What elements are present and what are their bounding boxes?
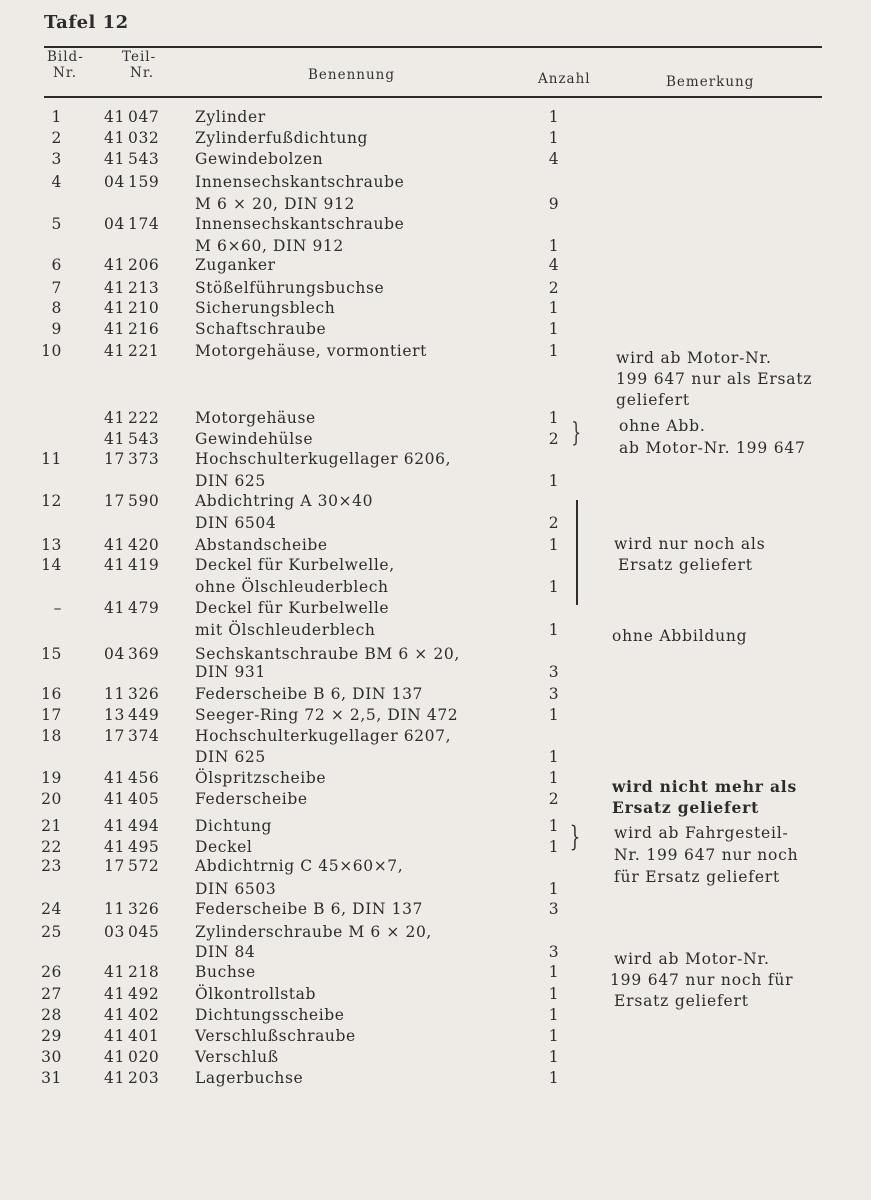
teil-nr-prefix-cell: 04 <box>104 173 125 191</box>
teil-nr-prefix-cell: 41 <box>104 838 125 856</box>
anzahl-cell: 1 <box>548 578 560 596</box>
table-row <box>0 900 871 921</box>
teil-nr-suffix-cell: 221 <box>128 342 160 360</box>
remark-line: Ersatz geliefert <box>612 798 760 817</box>
benennung-cell: Zylinder <box>195 108 266 126</box>
benennung-cell: Innensechskantschraube <box>195 215 405 233</box>
remark-fahrgestell <box>614 822 798 888</box>
remark-line: wird nur noch als <box>614 535 766 553</box>
teil-nr-suffix-cell: 020 <box>128 1048 160 1066</box>
bild-nr-cell: 1 <box>51 108 62 126</box>
benennung-cell: Stößelführungsbuchse <box>195 279 385 297</box>
benennung-cell: DIN 6503 <box>195 880 277 898</box>
anzahl-cell: 1 <box>548 880 560 898</box>
header-bild-line2: Nr. <box>53 65 78 81</box>
table-row <box>0 299 871 320</box>
table-row <box>0 663 871 684</box>
teil-nr-suffix-cell: 449 <box>128 706 160 724</box>
anzahl-cell: 2 <box>548 790 560 808</box>
anzahl-cell: 2 <box>548 279 560 297</box>
header-bottom-rule <box>44 96 822 98</box>
bild-nr-cell: 22 <box>41 838 62 856</box>
teil-nr-suffix-cell: 213 <box>128 279 160 297</box>
teil-nr-prefix-cell: 17 <box>104 492 125 510</box>
benennung-cell: DIN 625 <box>195 748 266 766</box>
anzahl-cell: 1 <box>548 409 560 427</box>
teil-nr-prefix-cell: 41 <box>104 963 125 981</box>
bild-nr-cell: 13 <box>41 536 62 554</box>
anzahl-cell: 1 <box>548 536 560 554</box>
teil-nr-suffix-cell: 401 <box>128 1027 160 1045</box>
teil-nr-prefix-cell: 41 <box>104 256 125 274</box>
anzahl-cell: 1 <box>548 1006 560 1024</box>
bild-nr-cell: 7 <box>51 279 62 297</box>
teil-nr-suffix-cell: 590 <box>128 492 160 510</box>
teil-nr-prefix-cell: 17 <box>104 727 125 745</box>
teil-nr-suffix-cell: 326 <box>128 900 160 918</box>
anzahl-cell: 4 <box>548 150 560 168</box>
remark-line: für Ersatz geliefert <box>614 868 781 886</box>
table-row <box>0 685 871 706</box>
remark-nur-noch-ersatz <box>614 534 765 576</box>
anzahl-cell: 1 <box>548 985 560 1003</box>
benennung-cell: Abstandscheibe <box>195 536 328 554</box>
bild-nr-cell: 16 <box>41 685 62 703</box>
teil-nr-prefix-cell: 41 <box>104 430 125 448</box>
anzahl-cell: 1 <box>548 769 560 787</box>
benennung-cell: M 6 × 20, DIN 912 <box>195 195 355 213</box>
teil-nr-suffix-cell: 402 <box>128 1006 160 1024</box>
benennung-cell: Hochschulterkugellager 6207, <box>195 727 452 745</box>
bild-nr-cell: 29 <box>41 1027 62 1045</box>
remark-line: wird ab Motor-Nr. <box>614 950 770 968</box>
table-row <box>0 1048 871 1069</box>
benennung-cell: mit Ölschleuderblech <box>195 621 376 639</box>
anzahl-cell: 2 <box>548 430 560 448</box>
teil-nr-prefix-cell: 13 <box>104 706 125 724</box>
benennung-cell: Motorgehäuse, vormontiert <box>195 342 427 360</box>
teil-nr-suffix-cell: 456 <box>128 769 160 787</box>
table-row <box>0 173 871 194</box>
bild-nr-cell: 26 <box>41 963 62 981</box>
anzahl-cell: 1 <box>548 621 560 639</box>
benennung-cell: Abdichtring A 30×40 <box>195 492 374 510</box>
header-top-rule <box>44 46 822 48</box>
bild-nr-cell: 18 <box>41 727 62 745</box>
bild-nr-cell: – <box>53 599 62 617</box>
benennung-cell: Ölkontrollstab <box>195 985 317 1003</box>
anzahl-cell: 3 <box>548 943 560 961</box>
teil-nr-suffix-cell: 572 <box>128 857 160 875</box>
brace-icon: } <box>571 418 582 448</box>
remark-nicht-mehr-ersatz <box>612 776 797 818</box>
bild-nr-cell: 5 <box>51 215 62 233</box>
teil-nr-suffix-cell: 494 <box>128 817 160 835</box>
remark-ohne-abbildung <box>612 627 747 645</box>
teil-nr-prefix-cell: 04 <box>104 215 125 233</box>
table-row <box>0 923 871 944</box>
teil-nr-suffix-cell: 492 <box>128 985 160 1003</box>
bild-nr-cell: 9 <box>51 320 62 338</box>
anzahl-cell: 1 <box>548 299 560 317</box>
brace-icon: } <box>569 820 581 853</box>
teil-nr-prefix-cell: 41 <box>104 1027 125 1045</box>
table-row <box>0 492 871 513</box>
bild-nr-cell: 28 <box>41 1006 62 1024</box>
benennung-cell: Verschlußschraube <box>195 1027 356 1045</box>
benennung-cell: Ölspritzscheibe <box>195 769 327 787</box>
benennung-cell: Federscheibe B 6, DIN 137 <box>195 685 424 703</box>
teil-nr-prefix-cell: 04 <box>104 645 125 663</box>
remark-line: 199 647 nur noch für <box>610 971 794 989</box>
remark-motorgehaeuse <box>616 348 812 411</box>
teil-nr-suffix-cell: 369 <box>128 645 160 663</box>
table-row <box>0 599 871 620</box>
benennung-cell: Verschluß <box>195 1048 279 1066</box>
bild-nr-cell: 21 <box>41 817 62 835</box>
bild-nr-cell: 12 <box>41 492 62 510</box>
teil-nr-suffix-cell: 045 <box>128 923 160 941</box>
header-teil-line1: Teil- <box>122 49 157 65</box>
benennung-cell: Dichtung <box>195 817 272 835</box>
remark-line: ohne Abbildung <box>612 627 748 645</box>
table-row <box>0 150 871 171</box>
table-row <box>0 578 871 599</box>
benennung-cell: Abdichtrnig C 45×60×7, <box>195 857 404 875</box>
remark-line: 199 647 nur als Ersatz <box>616 370 813 388</box>
teil-nr-prefix-cell: 41 <box>104 129 125 147</box>
teil-nr-suffix-cell: 203 <box>128 1069 160 1087</box>
remark-line: ohne Abb. <box>619 417 706 435</box>
teil-nr-prefix-cell: 17 <box>104 857 125 875</box>
anzahl-cell: 1 <box>548 472 560 490</box>
teil-nr-prefix-cell: 03 <box>104 923 125 941</box>
table-row <box>0 279 871 300</box>
teil-nr-suffix-cell: 218 <box>128 963 160 981</box>
benennung-cell: Deckel für Kurbelwelle <box>195 599 390 617</box>
benennung-cell: DIN 625 <box>195 472 266 490</box>
teil-nr-prefix-cell: 11 <box>104 685 125 703</box>
bild-nr-cell: 11 <box>41 450 62 468</box>
bild-nr-cell: 10 <box>41 342 62 360</box>
remark-ohne-abb <box>619 415 806 459</box>
anzahl-cell: 3 <box>548 685 560 703</box>
teil-nr-prefix-cell: 41 <box>104 556 125 574</box>
table-row <box>0 320 871 341</box>
teil-nr-prefix-cell: 41 <box>104 108 125 126</box>
remark-line: wird ab Motor-Nr. <box>616 349 772 367</box>
teil-nr-prefix-cell: 41 <box>104 299 125 317</box>
bild-nr-cell: 19 <box>41 769 62 787</box>
bild-nr-cell: 24 <box>41 900 62 918</box>
table-row <box>0 748 871 769</box>
benennung-cell: Deckel <box>195 838 253 856</box>
bild-nr-cell: 23 <box>41 857 62 875</box>
bild-nr-cell: 2 <box>51 129 62 147</box>
table-row <box>0 129 871 150</box>
teil-nr-prefix-cell: 41 <box>104 1048 125 1066</box>
table-row <box>0 727 871 748</box>
teil-nr-suffix-cell: 216 <box>128 320 160 338</box>
teil-nr-prefix-cell: 41 <box>104 817 125 835</box>
teil-nr-suffix-cell: 543 <box>128 430 160 448</box>
anzahl-cell: 1 <box>548 706 560 724</box>
teil-nr-suffix-cell: 159 <box>128 173 160 191</box>
teil-nr-prefix-cell: 41 <box>104 150 125 168</box>
anzahl-cell: 1 <box>548 1048 560 1066</box>
anzahl-cell: 1 <box>548 1027 560 1045</box>
remark-line: wird ab Fahrgesteil- <box>614 824 789 842</box>
teil-nr-suffix-cell: 032 <box>128 129 160 147</box>
header-bild-line1: Bild- <box>47 49 84 65</box>
benennung-cell: Federscheibe <box>195 790 308 808</box>
bild-nr-cell: 4 <box>51 173 62 191</box>
teil-nr-suffix-cell: 047 <box>128 108 160 126</box>
teil-nr-suffix-cell: 419 <box>128 556 160 574</box>
benennung-cell: DIN 84 <box>195 943 256 961</box>
teil-nr-prefix-cell: 41 <box>104 1069 125 1087</box>
teil-nr-suffix-cell: 543 <box>128 150 160 168</box>
table-row <box>0 1027 871 1048</box>
teil-nr-suffix-cell: 405 <box>128 790 160 808</box>
anzahl-cell: 3 <box>548 663 560 681</box>
table-row <box>0 1069 871 1090</box>
teil-nr-suffix-cell: 420 <box>128 536 160 554</box>
bild-nr-cell: 27 <box>41 985 62 1003</box>
benennung-cell: Gewindebolzen <box>195 150 324 168</box>
table-row <box>0 256 871 277</box>
teil-nr-suffix-cell: 326 <box>128 685 160 703</box>
teil-nr-suffix-cell: 479 <box>128 599 160 617</box>
anzahl-cell: 1 <box>548 108 560 126</box>
remark-line: Ersatz geliefert <box>614 992 749 1010</box>
teil-nr-prefix-cell: 41 <box>104 342 125 360</box>
anzahl-cell: 1 <box>548 237 560 255</box>
bild-nr-cell: 3 <box>51 150 62 168</box>
remark-line: Nr. 199 647 nur noch <box>614 846 799 864</box>
teil-nr-suffix-cell: 210 <box>128 299 160 317</box>
benennung-cell: Dichtungsscheibe <box>195 1006 345 1024</box>
benennung-cell: M 6×60, DIN 912 <box>195 237 344 255</box>
bild-nr-cell: 20 <box>41 790 62 808</box>
teil-nr-prefix-cell: 11 <box>104 900 125 918</box>
benennung-cell: Zuganker <box>195 256 276 274</box>
anzahl-cell: 9 <box>548 195 560 213</box>
remark-line: Ersatz geliefert <box>618 556 753 574</box>
page-title: Tafel 12 <box>44 12 129 33</box>
anzahl-cell: 1 <box>548 817 560 835</box>
benennung-cell: Deckel für Kurbelwelle, <box>195 556 395 574</box>
bild-nr-cell: 6 <box>51 256 62 274</box>
benennung-cell: Motorgehäuse <box>195 409 316 427</box>
anzahl-cell: 1 <box>548 748 560 766</box>
remark-line: ab Motor-Nr. 199 647 <box>619 439 806 457</box>
anzahl-cell: 3 <box>548 900 560 918</box>
anzahl-cell: 1 <box>548 838 560 856</box>
remark-motor-nr-fuer-ersatz <box>610 949 793 1012</box>
table-row <box>0 215 871 236</box>
benennung-cell: Schaftschraube <box>195 320 327 338</box>
anzahl-cell: 1 <box>548 342 560 360</box>
teil-nr-prefix-cell: 41 <box>104 409 125 427</box>
teil-nr-suffix-cell: 495 <box>128 838 160 856</box>
teil-nr-prefix-cell: 41 <box>104 790 125 808</box>
remark-line: wird nicht mehr als <box>612 777 798 796</box>
benennung-cell: DIN 6504 <box>195 514 277 532</box>
benennung-cell: Buchse <box>195 963 256 981</box>
bracket-bar <box>576 500 578 605</box>
teil-nr-prefix-cell: 41 <box>104 279 125 297</box>
benennung-cell: ohne Ölschleuderblech <box>195 578 389 596</box>
teil-nr-prefix-cell: 41 <box>104 985 125 1003</box>
bild-nr-cell: 8 <box>51 299 62 317</box>
table-row <box>0 237 871 258</box>
benennung-cell: Sicherungsblech <box>195 299 336 317</box>
header-anzahl: Anzahl <box>538 71 591 87</box>
teil-nr-suffix-cell: 222 <box>128 409 160 427</box>
teil-nr-prefix-cell: 41 <box>104 536 125 554</box>
anzahl-cell: 1 <box>548 1069 560 1087</box>
teil-nr-suffix-cell: 174 <box>128 215 160 233</box>
bild-nr-cell: 25 <box>41 923 62 941</box>
table-row <box>0 472 871 493</box>
teil-nr-prefix-cell: 41 <box>104 1006 125 1024</box>
table-row <box>0 706 871 727</box>
bild-nr-cell: 14 <box>41 556 62 574</box>
header-teil-line2: Nr. <box>130 65 155 81</box>
teil-nr-suffix-cell: 206 <box>128 256 160 274</box>
teil-nr-suffix-cell: 374 <box>128 727 160 745</box>
teil-nr-prefix-cell: 41 <box>104 320 125 338</box>
benennung-cell: Innensechskantschraube <box>195 173 405 191</box>
anzahl-cell: 4 <box>548 256 560 274</box>
bild-nr-cell: 15 <box>41 645 62 663</box>
anzahl-cell: 1 <box>548 129 560 147</box>
teil-nr-suffix-cell: 373 <box>128 450 160 468</box>
benennung-cell: Lagerbuchse <box>195 1069 304 1087</box>
benennung-cell: Gewindehülse <box>195 430 314 448</box>
header-benennung: Benennung <box>308 67 396 83</box>
teil-nr-prefix-cell: 41 <box>104 599 125 617</box>
teil-nr-prefix-cell: 17 <box>104 450 125 468</box>
table-row <box>0 514 871 535</box>
anzahl-cell: 1 <box>548 320 560 338</box>
anzahl-cell: 1 <box>548 963 560 981</box>
benennung-cell: Zylinderfußdichtung <box>195 129 369 147</box>
benennung-cell: Hochschulterkugellager 6206, <box>195 450 452 468</box>
table-row <box>0 108 871 129</box>
benennung-cell: Sechskantschraube BM 6 × 20, <box>195 645 460 663</box>
table-row <box>0 195 871 216</box>
header-bemerkung: Bemerkung <box>666 74 755 90</box>
bild-nr-cell: 30 <box>41 1048 62 1066</box>
benennung-cell: Federscheibe B 6, DIN 137 <box>195 900 424 918</box>
benennung-cell: Seeger-Ring 72 × 2,5, DIN 472 <box>195 706 459 724</box>
benennung-cell: Zylinderschraube M 6 × 20, <box>195 923 432 941</box>
teil-nr-prefix-cell: 41 <box>104 769 125 787</box>
bild-nr-cell: 31 <box>41 1069 62 1087</box>
bild-nr-cell: 17 <box>41 706 62 724</box>
benennung-cell: DIN 931 <box>195 663 266 681</box>
anzahl-cell: 2 <box>548 514 560 532</box>
remark-line: geliefert <box>616 391 690 409</box>
